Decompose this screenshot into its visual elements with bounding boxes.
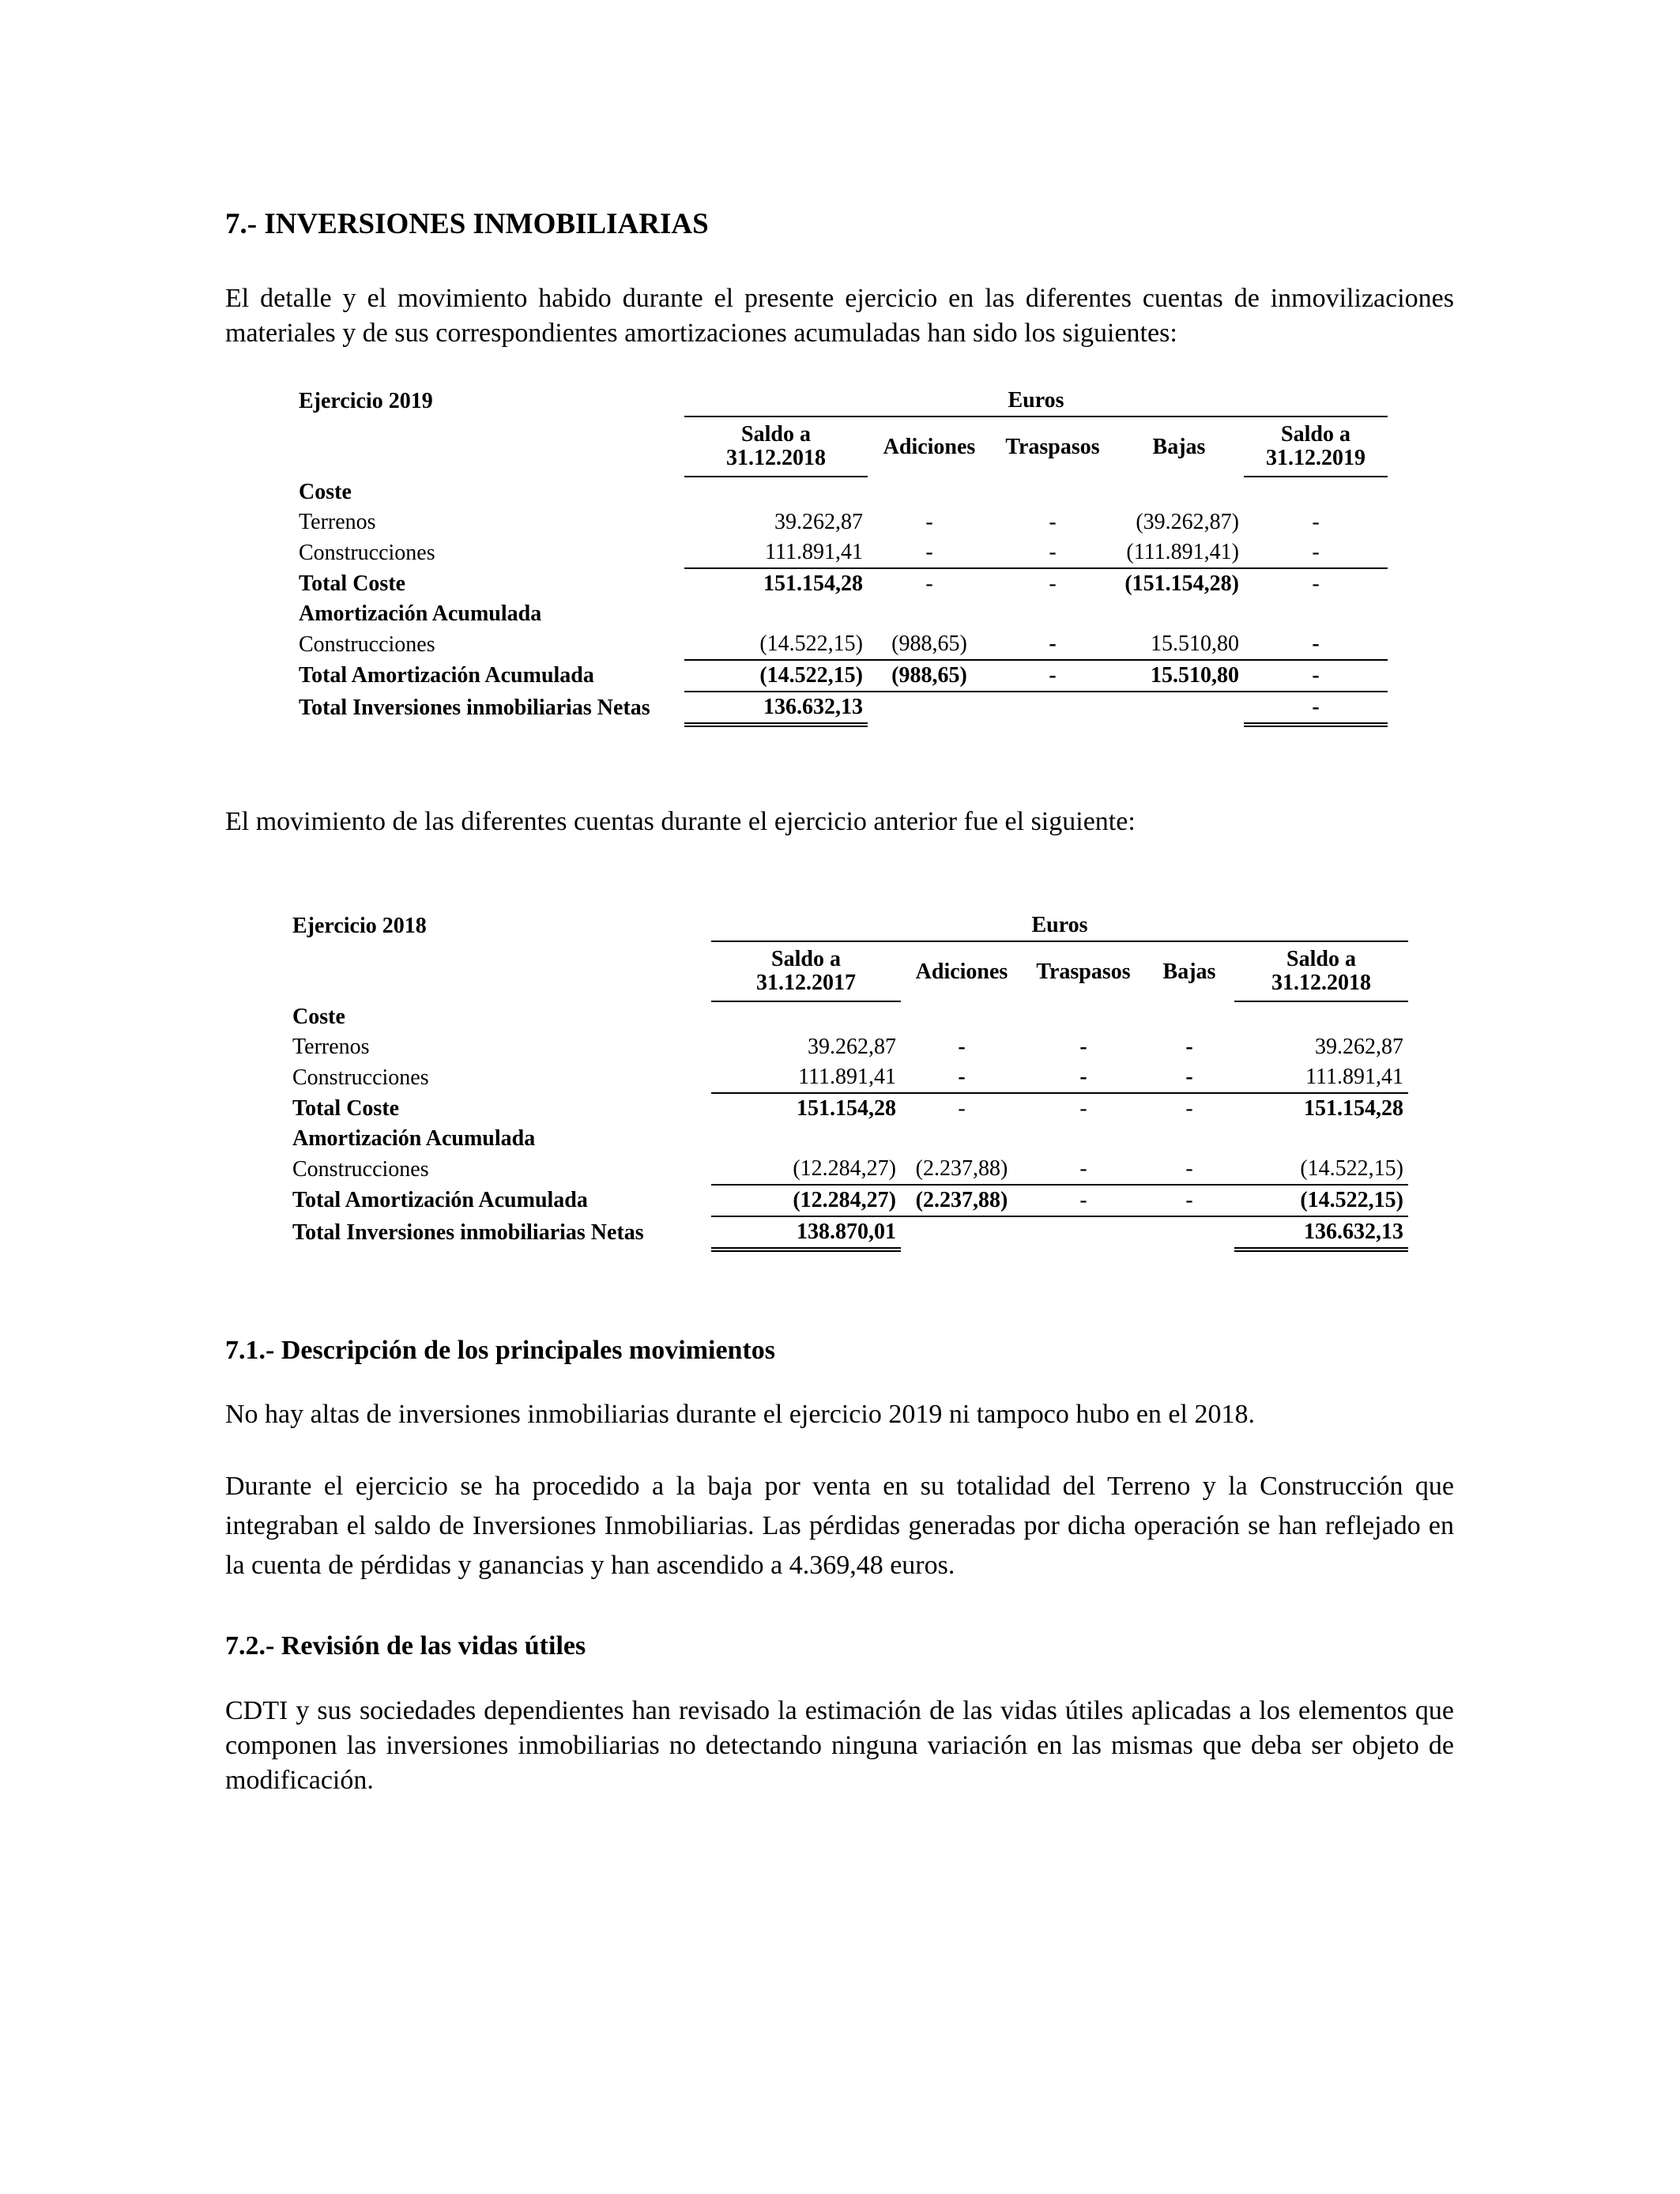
table-2019 bbox=[299, 386, 1388, 727]
table-2018 bbox=[292, 910, 1408, 1252]
table-row: Terrenos 39.262,87 - - - 39.262,87 bbox=[292, 1035, 1403, 1059]
intro-paragraph: El detalle y el movimiento habido durante el presente ejercicio en las diferentes cuentas de inmovilizaciones materiales y de sus correspondientes amortizaciones acumuladas han sido los siguientes: bbox=[225, 284, 1454, 348]
euros-header: Euros bbox=[684, 386, 1388, 417]
subsection-7-1-p2: Durante el ejercicio se ha procedido a la baja por venta en su totalidad del Terreno y la Construcción que integraban el saldo de Inversiones Inmobiliarias. Las pérdidas generadas por dicha operación se han reflejado en la cuenta de pérdidas y ganancias y han ascendido a 4.369,48 euros. bbox=[225, 1472, 1454, 1580]
subsection-7-1-title: 7.1.- Descripción de los principales movimientos bbox=[225, 1336, 776, 1365]
col-traspasos: Traspasos bbox=[1036, 959, 1131, 984]
table-row: Total Amortización Acumulada (14.522,15) (988,65) - 15.510,80 - bbox=[299, 660, 1388, 692]
col-saldo-final: Saldo a 31.12.2019 bbox=[1244, 417, 1388, 477]
subsection-7-2-title: 7.2.- Revisión de las vidas útiles bbox=[225, 1631, 586, 1661]
col-saldo-final: Saldo a 31.12.2018 bbox=[1234, 941, 1408, 1001]
col-saldo-inicial: Saldo a 31.12.2018 bbox=[684, 417, 868, 477]
col-bajas: Bajas bbox=[1152, 434, 1206, 459]
table-row: Total Inversiones inmobiliarias Netas 136.632,13 - bbox=[299, 692, 1388, 725]
section-title: 7.- INVERSIONES INMOBILIARIAS bbox=[225, 208, 709, 240]
table-row: Coste bbox=[299, 479, 352, 504]
table-row: Total Amortización Acumulada (12.284,27) (2.237,88) - - (14.522,15) bbox=[292, 1185, 1408, 1216]
table-title: Ejercicio 2018 bbox=[292, 913, 427, 938]
table-row: Total Coste 151.154,28 - - - 151.154,28 bbox=[292, 1095, 1403, 1121]
col-adiciones: Adiciones bbox=[883, 434, 976, 459]
euros-header: Euros bbox=[711, 910, 1408, 941]
table-row: Construcciones 111.891,41 - - - 111.891,41 bbox=[292, 1062, 1408, 1093]
table-row: Construcciones 111.891,41 - - (111.891,41) - bbox=[299, 537, 1388, 568]
table-row: Amortización Acumulada bbox=[292, 1126, 536, 1151]
col-saldo-inicial: Saldo a 31.12.2017 bbox=[711, 941, 901, 1001]
col-traspasos: Traspasos bbox=[1005, 434, 1100, 459]
subsection-7-1-p1: No hay altas de inversiones inmobiliarias durante el ejercicio 2019 ni tampoco hubo en el 2018. bbox=[225, 1400, 1255, 1429]
table-row: Total Coste 151.154,28 - - (151.154,28) - bbox=[299, 571, 1320, 596]
table-row: Construcciones (14.522,15) (988,65) - 15.510,80 - bbox=[299, 629, 1388, 660]
col-adiciones: Adiciones bbox=[915, 959, 1008, 984]
between-paragraph: El movimiento de las diferentes cuentas durante el ejercicio anterior fue el siguiente: bbox=[225, 807, 1136, 836]
table-row: Total Inversiones inmobiliarias Netas 138.870,01 136.632,13 bbox=[292, 1216, 1408, 1250]
table-row: Amortización Acumulada bbox=[299, 601, 542, 626]
table-title: Ejercicio 2019 bbox=[299, 388, 433, 413]
table-row: Construcciones (12.284,27) (2.237,88) - - (14.522,15) bbox=[292, 1154, 1408, 1185]
table-row: Terrenos 39.262,87 - - (39.262,87) - bbox=[299, 510, 1320, 534]
col-bajas: Bajas bbox=[1162, 959, 1216, 984]
subsection-7-2-p1: CDTI y sus sociedades dependientes han revisado la estimación de las vidas útiles aplicadas a los elementos que componen las inversiones inmobiliarias no detectando ninguna variación en las mismas que deba ser objeto de modificación. bbox=[225, 1696, 1454, 1795]
table-row: Coste bbox=[292, 1004, 345, 1029]
